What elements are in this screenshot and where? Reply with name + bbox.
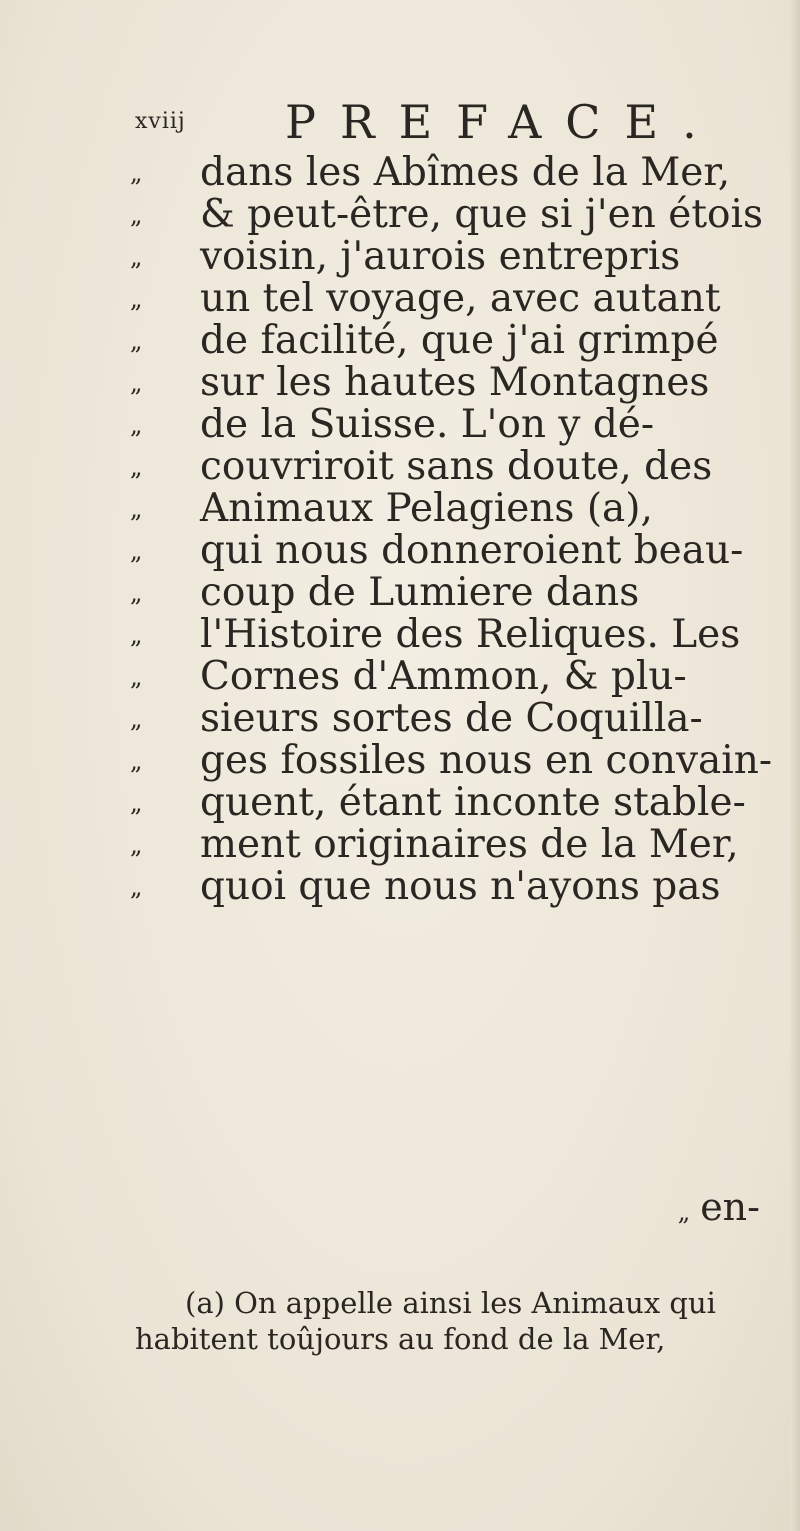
- quote-mark: „: [677, 1198, 691, 1226]
- line-text: ges fossiles nous en convain-: [200, 738, 773, 783]
- line-text: coup de Lumiere dans: [200, 570, 640, 615]
- text-line: [130, 320, 770, 362]
- text-line: [130, 152, 770, 194]
- line-text: & peut-être, que si j'en étois: [200, 192, 763, 237]
- line-text: un tel voyage, avec autant: [200, 276, 721, 321]
- page-header: [135, 95, 755, 155]
- text-line: [130, 194, 770, 236]
- quote-mark: „: [130, 789, 143, 817]
- quote-mark: „: [130, 705, 143, 733]
- quote-mark: „: [130, 621, 143, 649]
- quote-mark: „: [130, 747, 143, 775]
- text-line: [130, 782, 770, 824]
- footnote: [135, 1285, 775, 1357]
- quote-mark: „: [130, 201, 143, 229]
- quote-mark: „: [130, 327, 143, 355]
- line-text: qui nous donneroient beau-: [200, 528, 744, 573]
- line-text: Animaux Pelagiens (a),: [200, 486, 653, 531]
- line-text: Cornes d'Ammon, & plu-: [200, 654, 687, 699]
- catchword: [678, 1185, 760, 1229]
- text-line: [130, 866, 770, 908]
- line-text: sieurs sortes de Coquilla-: [200, 696, 703, 741]
- folio-number: xviij: [135, 109, 186, 134]
- quote-mark: „: [130, 579, 143, 607]
- quote-mark: „: [130, 159, 143, 187]
- quote-mark: „: [130, 873, 143, 901]
- text-line: [130, 698, 770, 740]
- quote-mark: „: [130, 831, 143, 859]
- running-title: PREFACE.: [285, 95, 721, 149]
- quote-mark: „: [130, 537, 143, 565]
- line-text: quoi que nous n'ayons pas: [200, 864, 721, 909]
- text-line: [130, 738, 773, 783]
- text-line: [130, 404, 770, 446]
- quote-mark: „: [130, 663, 143, 691]
- footnote-line: habitent toûjours au fond de la Mer,: [135, 1322, 666, 1356]
- text-line: [130, 488, 770, 530]
- line-text: dans les Abîmes de la Mer,: [200, 150, 731, 195]
- text-line: [130, 236, 770, 278]
- text-line: [130, 530, 770, 572]
- line-text: sur les hautes Montagnes: [200, 360, 710, 405]
- body-text: [130, 150, 773, 909]
- catchword-text: en-: [700, 1185, 760, 1229]
- text-line: [130, 824, 770, 866]
- quote-mark: „: [130, 285, 143, 313]
- text-line: [130, 572, 770, 614]
- quote-mark: „: [130, 243, 143, 271]
- quote-mark: „: [130, 411, 143, 439]
- quote-mark: „: [130, 453, 143, 481]
- footnote-line: (a) On appelle ainsi les Animaux qui: [185, 1286, 716, 1320]
- line-text: voisin, j'aurois entrepris: [200, 234, 681, 279]
- quote-mark: „: [130, 369, 143, 397]
- line-text: de facilité, que j'ai grimpé: [200, 318, 719, 363]
- line-text: ment originaires de la Mer,: [200, 822, 739, 867]
- text-line: [130, 362, 770, 404]
- text-line: [130, 614, 770, 656]
- line-text: quent, étant inconte stable-: [200, 780, 746, 825]
- text-line: [130, 446, 770, 488]
- page-edge: [790, 0, 800, 1531]
- line-text: de la Suisse. L'on y dé-: [200, 402, 655, 447]
- line-text: couvriroit sans doute, des: [200, 444, 713, 489]
- quote-mark: „: [130, 495, 143, 523]
- text-line: [130, 656, 770, 698]
- line-text: l'Histoire des Reliques. Les: [200, 612, 741, 657]
- text-line: [130, 278, 770, 320]
